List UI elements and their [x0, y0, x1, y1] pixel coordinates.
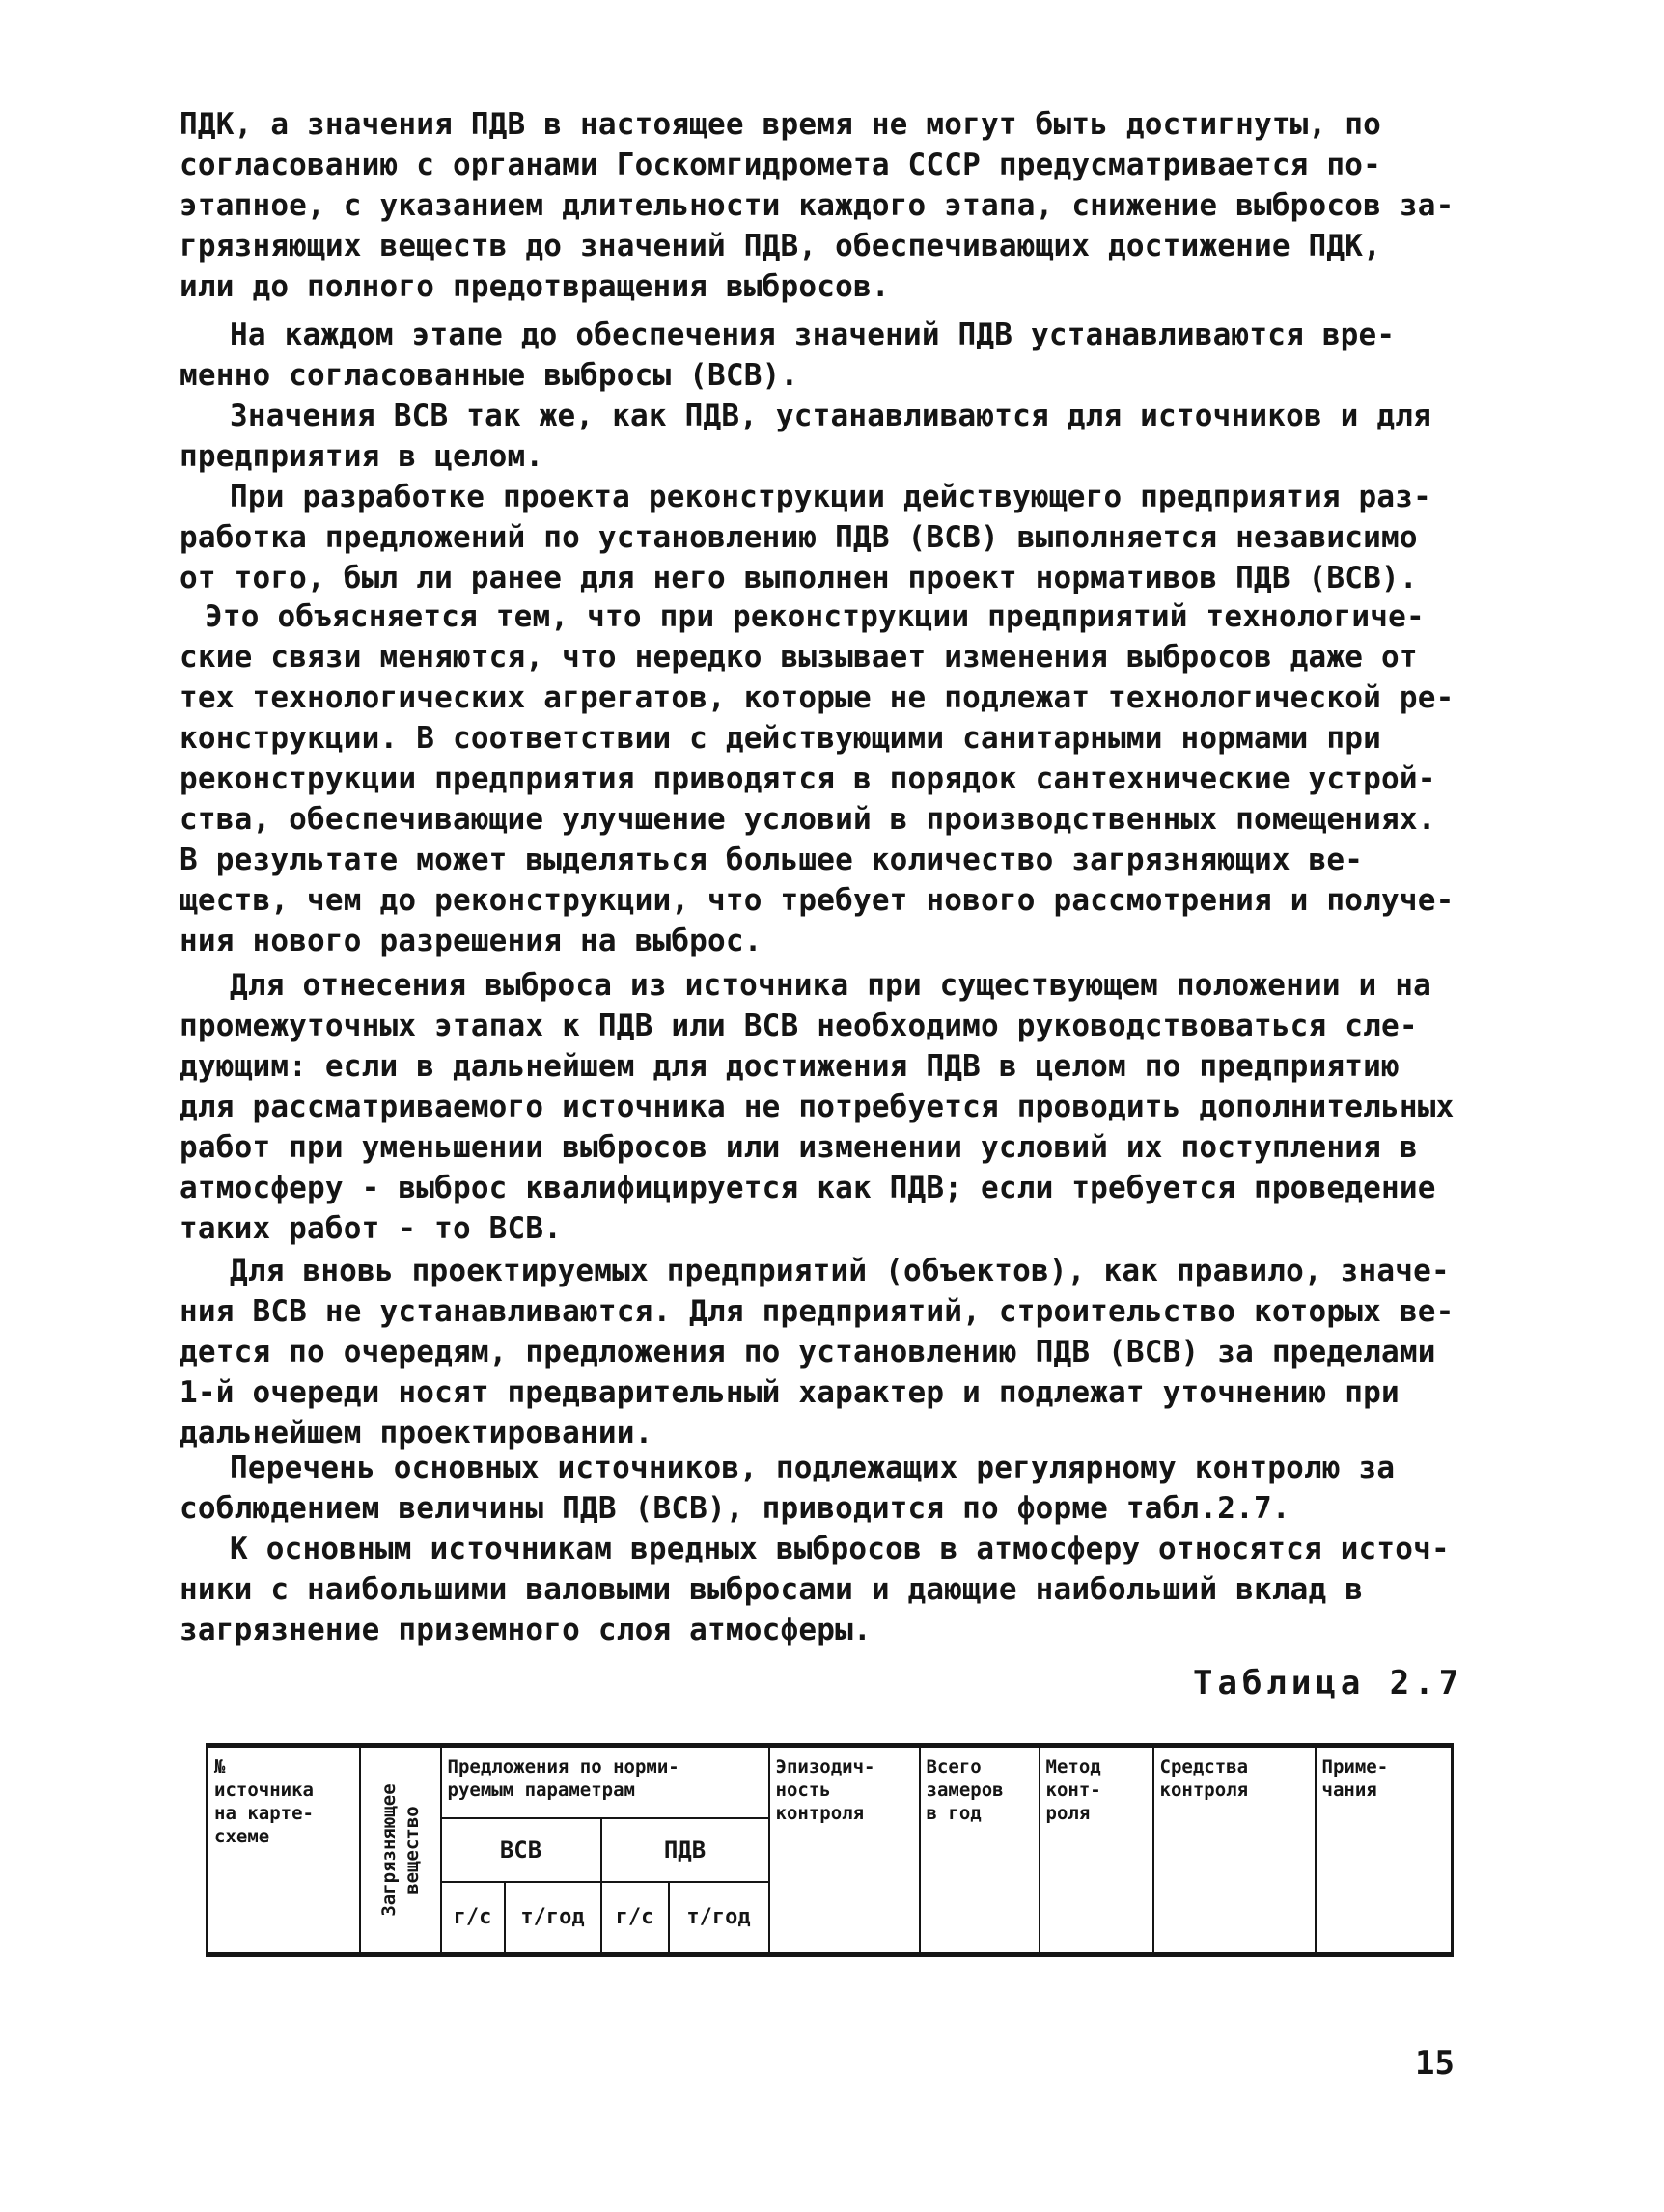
text-line: от того, был ли ранее для него выполнен проект нормативов ПДВ (ВСВ).	[180, 561, 1418, 595]
header-control-method: Метод конт- роля	[1040, 1746, 1153, 1955]
text-line: ПДК, а значения ПДВ в настоящее время не могут быть достигнуты, по	[180, 107, 1381, 142]
text-line: или до полного предотвращения выбросов.	[180, 269, 890, 304]
text-line: соблюдением величины ПДВ (ВСВ), приводится по форме табл.2.7.	[180, 1491, 1290, 1526]
text-line: этапное, с указанием длительности каждого этапа, снижение выбросов за-	[180, 188, 1455, 223]
paragraph-2	[180, 315, 1473, 396]
text-line: предприятия в целом.	[180, 439, 544, 474]
text-line: реконструкции предприятия приводятся в порядок сантехнические устрой-	[180, 761, 1436, 796]
text-line: В результате может выделяться большее количество загрязняющих ве-	[180, 843, 1364, 877]
text-line: атмосферу - выброс квалифицируется как ПДВ; если требуется проведение	[180, 1171, 1436, 1205]
text-line: ские связи меняются, что нередко вызывает изменения выбросов даже от	[180, 640, 1418, 675]
text-line: ния нового разрешения на выброс.	[180, 924, 763, 958]
paragraph-7	[180, 1251, 1473, 1453]
text-line: ники с наибольшими валовыми выбросами и дающие наибольший вклад в	[180, 1572, 1364, 1607]
text-line: Значения ВСВ так же, как ПДВ, устанавливаются для источников и для	[230, 399, 1431, 433]
text-line: дется по очередям, предложения по установлению ПДВ (ВСВ) за пределами	[180, 1335, 1436, 1369]
text-line: таких работ - то ВСВ.	[180, 1211, 563, 1246]
paragraph-6	[180, 965, 1473, 1249]
header-pdv-t-year: т/год	[669, 1882, 769, 1955]
text-line: Для отнесения выброса из источника при существующем положении и на	[230, 968, 1431, 1003]
text-line: 1-й очереди носят предварительный характер и подлежат уточнению при	[180, 1375, 1400, 1410]
header-pdv: ПДВ	[601, 1818, 769, 1882]
text-line: К основным источникам вредных выбросов в атмосферу относятся источ-	[230, 1532, 1450, 1566]
text-line: Для вновь проектируемых предприятий (объектов), как правило, значе-	[230, 1254, 1450, 1288]
paragraph-1	[180, 104, 1473, 307]
text-line: При разработке проекта реконструкции действующего предприятия раз-	[230, 480, 1431, 514]
text-line: дальнейшем проектировании.	[180, 1416, 653, 1451]
header-episodic: Эпизодич- ность контроля	[769, 1746, 920, 1955]
header-notes: Приме- чания	[1316, 1746, 1453, 1955]
text-line: промежуточных этапах к ПДВ или ВСВ необходимо руководствоваться сле-	[180, 1009, 1418, 1043]
text-line: менно согласованные выбросы (ВСВ).	[180, 358, 799, 393]
text-line: ства, обеспечивающие улучшение условий в производственных помещениях.	[180, 802, 1436, 837]
form-table-2-7	[206, 1743, 1454, 1957]
text-line: дующим: если в дальнейшем для достижения ПДВ в целом по предприятию	[180, 1049, 1400, 1084]
text-line: конструкции. В соответствии с действующими санитарными нормами при	[180, 721, 1381, 756]
text-line: грязняющих веществ до значений ПДВ, обеспечивающих достижение ПДК,	[180, 229, 1381, 263]
text-line: На каждом этапе до обеспечения значений ПДВ устанавливаются вре-	[230, 318, 1396, 352]
header-vsv-t-year: т/год	[505, 1882, 601, 1955]
text-line: ния ВСВ не устанавливаются. Для предприятий, строительство которых ве-	[180, 1294, 1455, 1329]
paragraph-3	[180, 396, 1473, 477]
text-line: Это объясняется тем, что при реконструкции предприятий технологиче-	[205, 599, 1425, 634]
table-caption: Таблица 2.7	[1193, 1664, 1464, 1702]
header-substance	[360, 1746, 441, 1955]
text-line: для рассматриваемого источника не потребуется проводить дополнительных	[180, 1090, 1455, 1124]
header-control-means: Средства контроля	[1153, 1746, 1316, 1955]
header-vsv-g-s: г/с	[441, 1882, 505, 1955]
text-line: работ при уменьшении выбросов или изменении условий их поступления в	[180, 1130, 1418, 1165]
header-source-number: № источника на карте- схеме	[208, 1746, 360, 1955]
paragraph-4	[180, 477, 1473, 598]
paragraph-5	[180, 596, 1473, 961]
header-pdv-g-s: г/с	[601, 1882, 669, 1955]
header-proposals: Предложения по норми- руемым параметрам	[441, 1746, 769, 1819]
text-line: загрязнение приземного слоя атмосферы.	[180, 1613, 872, 1647]
page-number: 15	[1415, 2044, 1455, 2083]
text-line: работка предложений по установлению ПДВ (ВСВ) выполняется независимо	[180, 520, 1418, 555]
header-vsv: ВСВ	[441, 1818, 601, 1882]
text-line: согласованию с органами Госкомгидромета СССР предусматривается по-	[180, 148, 1381, 182]
text-line: Перечень основных источников, подлежащих регулярному контролю за	[230, 1451, 1396, 1485]
paragraph-8	[180, 1448, 1473, 1529]
text-line: ществ, чем до реконструкции, что требует нового рассмотрения и получе-	[180, 883, 1455, 918]
header-total-measurements: Всего замеров в год	[920, 1746, 1040, 1955]
header-substance-label: Загрязняющее вещество	[377, 1783, 423, 1917]
paragraph-9	[180, 1529, 1473, 1650]
text-line: тех технологических агрегатов, которые не подлежат технологической ре-	[180, 680, 1455, 715]
